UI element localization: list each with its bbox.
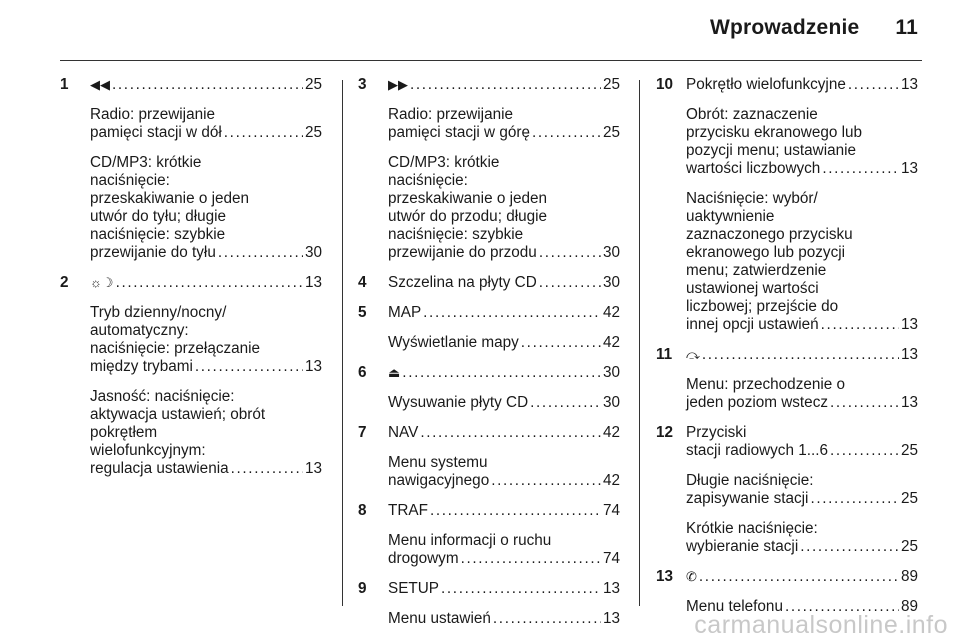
entry-text-line: CD/MP3: krótkie <box>90 154 202 171</box>
dot-leader <box>539 244 601 262</box>
entry-text-line: Naciśnięcie: wybór/ <box>686 190 818 207</box>
page-reference: 42 <box>602 472 620 489</box>
entry-text-line: ekranowego lub pozycji <box>686 244 846 261</box>
index-entry <box>358 502 620 568</box>
dot-leader <box>521 334 601 352</box>
entry-number: 10 <box>656 76 674 93</box>
entry-text-line: zaznaczonego przycisku <box>686 226 853 243</box>
dot-leader <box>195 358 303 376</box>
entry-text-line: utwór do tyłu; długie <box>90 208 227 225</box>
entry-text-line: Przyciski <box>686 424 747 441</box>
dot-leader <box>800 538 899 556</box>
column-middle <box>358 76 620 640</box>
entry-number: 1 <box>60 76 69 93</box>
index-entry <box>358 76 620 262</box>
entry-number: 4 <box>358 274 367 291</box>
dot-leader <box>218 244 303 262</box>
column-divider <box>639 80 640 606</box>
entry-paragraph <box>388 364 620 382</box>
index-entry <box>358 304 620 352</box>
dot-leader <box>402 364 601 382</box>
entry-text-line: aktywacja ustawień; obrót <box>90 406 266 423</box>
dot-leader <box>530 394 601 412</box>
page-reference: 42 <box>602 424 620 441</box>
entry-paragraph <box>388 106 620 142</box>
index-entry <box>358 424 620 490</box>
index-entry <box>60 274 322 478</box>
toc-line <box>90 124 322 142</box>
entry-text-line: Obrót: zaznaczenie <box>686 106 818 123</box>
entry-text: Menu ustawień <box>388 610 491 627</box>
dot-leader <box>231 460 303 478</box>
header-page-number: 11 <box>895 16 918 39</box>
page-reference: 25 <box>602 124 620 141</box>
entry-text-line: Radio: przewijanie <box>90 106 215 123</box>
entry-paragraph <box>686 472 918 508</box>
page-reference: 13 <box>602 610 620 627</box>
entry-number: 8 <box>358 502 367 519</box>
entry-text-line: pokrętłem <box>90 424 158 441</box>
entry-text-line: naciśnięcie: szybkie <box>388 226 524 243</box>
column-divider <box>342 80 343 606</box>
entry-text-line: automatyczny: <box>90 322 189 339</box>
dot-leader <box>441 580 601 598</box>
entry-number: 2 <box>60 274 69 291</box>
rewind-icon: ◀◀ <box>90 77 110 92</box>
entry-text-line: Radio: przewijanie <box>388 106 513 123</box>
entry-paragraph <box>388 532 620 568</box>
dot-leader <box>430 502 601 520</box>
entry-text-line: utwór do przodu; długie <box>388 208 548 225</box>
entry-number: 9 <box>358 580 367 597</box>
index-entry <box>656 76 918 334</box>
entry-text: TRAF <box>388 502 428 519</box>
dot-leader <box>116 274 303 292</box>
entry-paragraph <box>686 190 918 334</box>
page-reference: 30 <box>602 244 620 261</box>
entry-text: NAV <box>388 424 419 441</box>
toc-line <box>388 76 620 94</box>
entry-number: 3 <box>358 76 367 93</box>
page-reference: 13 <box>900 346 918 363</box>
entry-text-line: naciśnięcie: <box>388 172 468 189</box>
page-reference: 74 <box>602 502 620 519</box>
entry-text: stacji radiowych 1...6 <box>686 442 828 459</box>
entry-text: pamięci stacji w dół <box>90 124 222 141</box>
entry-paragraph <box>90 304 322 376</box>
page-reference: 42 <box>602 334 620 351</box>
page-reference: 30 <box>602 274 620 291</box>
page-reference: 30 <box>304 244 322 261</box>
toc-line <box>686 490 918 508</box>
entry-number: 12 <box>656 424 674 441</box>
page-reference: 89 <box>900 598 918 615</box>
entry-text: drogowym <box>388 550 459 567</box>
page-reference: 13 <box>304 358 322 375</box>
toc-line <box>90 244 322 262</box>
entry-paragraph <box>388 580 620 598</box>
entry-paragraph <box>686 520 918 556</box>
page-reference: 25 <box>304 124 322 141</box>
toc-line <box>388 610 620 628</box>
page-reference: 42 <box>602 304 620 321</box>
index-entry <box>656 424 918 556</box>
toc-line <box>388 424 620 442</box>
page-reference: 25 <box>900 538 918 555</box>
dot-leader <box>699 568 899 586</box>
toc-line <box>388 274 620 292</box>
toc-line <box>388 472 620 490</box>
page-reference: 13 <box>900 160 918 177</box>
entry-text-line: Menu informacji o ruchu <box>388 532 552 549</box>
entry-text-line: Menu systemu <box>388 454 488 471</box>
page-reference: 13 <box>602 580 620 597</box>
dot-leader <box>493 610 601 628</box>
dot-leader <box>830 442 899 460</box>
entry-paragraph <box>90 154 322 262</box>
dot-leader <box>410 76 601 94</box>
entry-paragraph <box>388 334 620 352</box>
toc-line <box>388 334 620 352</box>
entry-text-line: ustawionej wartości <box>686 280 819 297</box>
entry-text: zapisywanie stacji <box>686 490 809 507</box>
entry-text: Wysuwanie płyty CD <box>388 394 529 411</box>
entry-text: wartości liczbowych <box>686 160 821 177</box>
entry-text-line: Jasność: naciśnięcie: <box>90 388 235 405</box>
index-entry <box>358 364 620 412</box>
page-reference: 25 <box>304 76 322 93</box>
toc-line <box>388 394 620 412</box>
entry-paragraph <box>686 346 918 364</box>
entry-paragraph <box>388 304 620 322</box>
toc-line <box>686 568 918 586</box>
entry-text-line: przeskakiwanie o jeden <box>90 190 250 207</box>
dot-leader <box>461 550 601 568</box>
page-reference: 89 <box>900 568 918 585</box>
index-entry <box>60 76 322 262</box>
entry-paragraph <box>388 454 620 490</box>
entry-text: jeden poziom wstecz <box>686 394 828 411</box>
watermark: carmanualsonline.info <box>694 611 948 639</box>
entry-text: przewijanie do tyłu <box>90 244 216 261</box>
page-reference: 13 <box>900 76 918 93</box>
entry-text-line: przycisku ekranowego lub <box>686 124 863 141</box>
toc-line <box>90 274 322 292</box>
dot-leader <box>821 316 899 334</box>
column-left <box>60 76 322 490</box>
page-header <box>710 16 918 40</box>
dot-leader <box>112 76 303 94</box>
entry-text: SETUP <box>388 580 439 597</box>
index-entry <box>358 580 620 628</box>
dot-leader <box>702 346 899 364</box>
toc-line <box>388 124 620 142</box>
toc-line <box>686 160 918 178</box>
header-title: Wprowadzenie <box>709 16 860 39</box>
entry-number: 6 <box>358 364 367 381</box>
toc-line <box>686 316 918 334</box>
entry-text-line: naciśnięcie: szybkie <box>90 226 226 243</box>
dot-leader <box>491 472 601 490</box>
entry-number: 5 <box>358 304 367 321</box>
entry-number: 7 <box>358 424 367 441</box>
entry-paragraph <box>388 154 620 262</box>
toc-line <box>388 550 620 568</box>
index-entry <box>358 274 620 292</box>
entry-paragraph <box>686 424 918 460</box>
entry-number: 11 <box>656 346 673 363</box>
page-reference: 13 <box>900 394 918 411</box>
entry-text-line: Menu: przechodzenie o <box>686 376 846 393</box>
entry-text-line: pozycji menu; ustawianie <box>686 142 857 159</box>
entry-text-line: uaktywnienie <box>686 208 775 225</box>
entry-text-line: naciśnięcie: przełączanie <box>90 340 261 357</box>
page-reference: 25 <box>602 76 620 93</box>
dot-leader <box>848 76 899 94</box>
page-reference: 25 <box>900 442 918 459</box>
toc-line <box>388 304 620 322</box>
entry-text: Wyświetlanie mapy <box>388 334 519 351</box>
page-reference: 30 <box>602 394 620 411</box>
dot-leader <box>532 124 601 142</box>
dot-leader <box>810 490 899 508</box>
entry-text: Pokrętło wielofunkcyjne <box>686 76 846 93</box>
entry-text-line: naciśnięcie: <box>90 172 170 189</box>
page-reference: 25 <box>900 490 918 507</box>
dot-leader <box>539 274 601 292</box>
entry-paragraph <box>686 106 918 178</box>
entry-paragraph <box>388 274 620 292</box>
dot-leader <box>420 424 601 442</box>
toc-line <box>686 76 918 94</box>
entry-paragraph <box>686 76 918 94</box>
entry-text: nawigacyjnego <box>388 472 490 489</box>
fast-forward-icon: ▶▶ <box>388 77 408 92</box>
entry-text-line: CD/MP3: krótkie <box>388 154 500 171</box>
toc-line <box>686 346 918 364</box>
entry-paragraph <box>388 394 620 412</box>
toc-line <box>90 76 322 94</box>
entry-text: regulacja ustawienia <box>90 460 229 477</box>
entry-text: MAP <box>388 304 422 321</box>
index-entry <box>656 568 918 616</box>
back-icon: ⤼ <box>686 347 700 362</box>
dot-leader <box>830 394 899 412</box>
entry-paragraph <box>90 106 322 142</box>
day-night-icon: ☼☽ <box>90 275 114 290</box>
entry-paragraph <box>388 610 620 628</box>
toc-line <box>90 460 322 478</box>
entry-paragraph <box>388 76 620 94</box>
entry-text: Szczelina na płyty CD <box>388 274 537 291</box>
entry-paragraph <box>90 274 322 292</box>
toc-line <box>686 394 918 412</box>
entry-text-line: liczbowej; przejście do <box>686 298 839 315</box>
dot-leader <box>822 160 899 178</box>
entry-text-line: Tryb dzienny/nocny/ <box>90 304 227 321</box>
index-entry <box>656 346 918 412</box>
entry-paragraph <box>90 76 322 94</box>
entry-text-line: Długie naciśnięcie: <box>686 472 814 489</box>
dot-leader <box>224 124 303 142</box>
toc-line <box>388 580 620 598</box>
header-rule <box>60 60 922 61</box>
page-reference: 13 <box>900 316 918 333</box>
column-right <box>656 76 918 628</box>
entry-paragraph <box>388 502 620 520</box>
toc-line <box>686 442 918 460</box>
entry-text-line: przeskakiwanie o jeden <box>388 190 548 207</box>
toc-line <box>388 364 620 382</box>
entry-paragraph <box>686 568 918 586</box>
entry-text-line: Krótkie naciśnięcie: <box>686 520 818 537</box>
page-reference: 74 <box>602 550 620 567</box>
entry-text: między trybami <box>90 358 193 375</box>
toc-line <box>90 358 322 376</box>
entry-paragraph <box>90 388 322 478</box>
entry-text-line: menu; zatwierdzenie <box>686 262 827 279</box>
entry-text: innej opcji ustawień <box>686 316 819 333</box>
entry-number: 13 <box>656 568 674 585</box>
eject-icon: ⏏ <box>388 365 401 380</box>
dot-leader <box>423 304 601 322</box>
phone-icon: ✆ <box>686 569 697 584</box>
page-reference: 13 <box>304 460 322 477</box>
entry-text-line: wielofunkcyjnym: <box>90 442 206 459</box>
toc-line <box>388 502 620 520</box>
page-reference: 30 <box>602 364 620 381</box>
page-reference: 13 <box>304 274 322 291</box>
entry-text: pamięci stacji w górę <box>388 124 530 141</box>
toc-line <box>388 244 620 262</box>
entry-paragraph <box>388 424 620 442</box>
entry-text: Menu telefonu <box>686 598 783 615</box>
toc-line <box>686 538 918 556</box>
entry-paragraph <box>686 376 918 412</box>
entry-text: przewijanie do przodu <box>388 244 537 261</box>
entry-text: wybieranie stacji <box>686 538 799 555</box>
